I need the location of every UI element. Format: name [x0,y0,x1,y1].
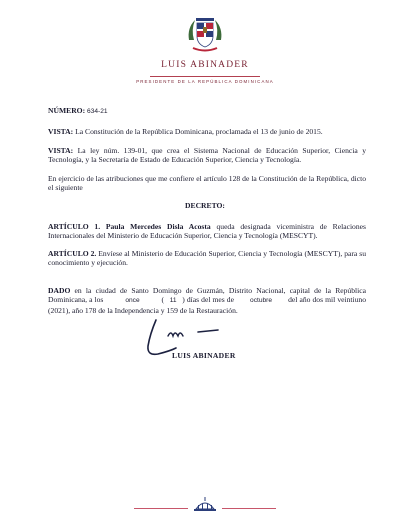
art1-name: Paula Mercedes Disla Acosta [105,222,211,231]
vista-law [48,146,366,165]
signatory-name: LUIS ABINADER [172,351,236,360]
dado-day-open: ( [161,295,165,305]
numero-value: 634-21 [87,108,108,115]
footer-divider-left [134,508,188,509]
dado-text-2: días del mes de [186,295,234,305]
numero-label: NÚMERO: [48,106,86,115]
dado-text-3: del año dos mil veintiuno (2021), año 178 de la Independencia y 159 de la Restauración. [48,295,367,315]
vista1-label: VISTA: [48,127,74,136]
dado-label: DADO [48,286,71,295]
article-2 [48,249,366,268]
art1-label: ARTÍCULO 1. [48,222,101,231]
vista-constitution [48,127,366,136]
dado-day-number: 11 [169,297,177,305]
president-name: LUIS ABINADER [161,60,249,70]
coat-of-arms-icon [185,14,225,54]
footer-divider-right [222,508,276,509]
dado-day-word: once [125,297,140,305]
ejercicio-paragraph: En ejercicio de las atribuciones que me confiere el artículo 128 de la Constitución de la República, dicto el siguiente [48,174,366,193]
dado-month: octubre [250,297,273,305]
vista2-text: La ley núm. 139-01, que crea el Sistema Nacional de Educación Superior, Ciencia y Tecnología, y la Secretaría de Estado de Educación Superior, Ciencia y Tecnología. [48,146,367,165]
vista2-label: VISTA: [48,146,74,155]
art1-text: queda designada viceministra de Relaciones Internacionales del Ministerio de Educación Superior, Ciencia y Tecnología (MESCYT). [48,222,366,241]
dado-day-close: ) [182,295,185,305]
president-title: PRESIDENTE DE LA REPÚBLICA DOMINICANA [136,79,274,84]
dado-text-1: en la ciudad de Santo Domingo de Guzmán, Distrito Nacional, capital de la República Dominicana, a los [48,286,366,305]
art2-text: Envíese al Ministerio de Educación Superior, Ciencia y Tecnología (MESCYT), para su conocimiento y ejecución. [48,249,367,268]
art2-label: ARTÍCULO 2. [48,249,97,258]
vista1-text: La Constitución de la República Dominicana, proclamada el 13 de junio de 2015. [75,127,323,136]
dado-paragraph [48,286,366,315]
article-1 [48,222,366,241]
header-divider [150,76,260,77]
decreto-heading: DECRETO: [185,201,225,210]
palace-dome-icon [190,496,220,514]
decree-number [48,106,366,116]
